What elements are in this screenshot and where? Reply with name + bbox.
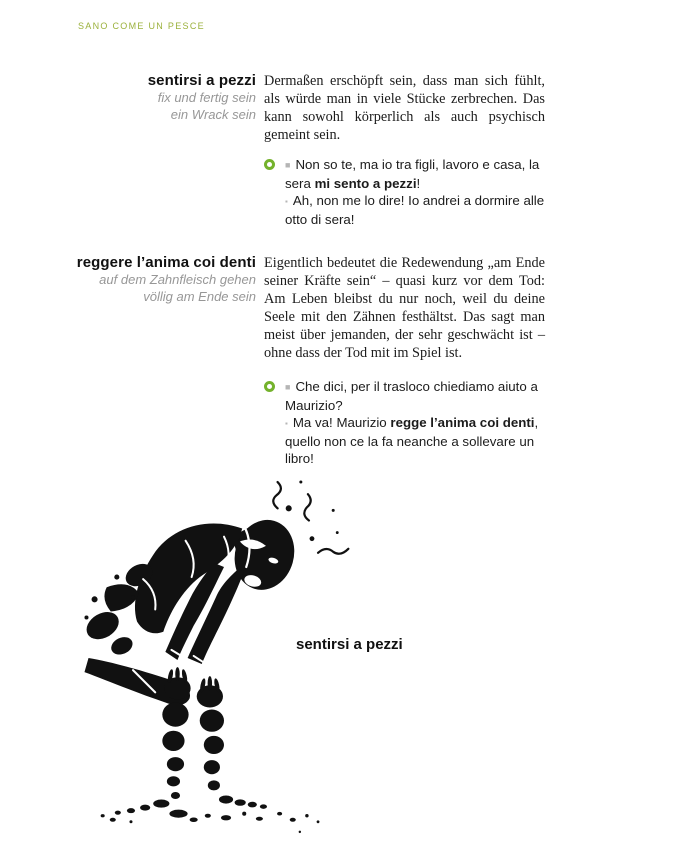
dialogue-utterance: ■ Che dici, per il trasloco chiediamo aiuto a Maurizio? (285, 379, 538, 413)
headword-sentirsi-a-pezzi (0, 72, 256, 123)
speaker-square-icon: ▪ (285, 197, 288, 206)
dialogue-ring-icon (264, 381, 275, 392)
figure-in-pieces-drawing (72, 478, 376, 842)
explanation-text: Eigentlich bedeutet die Redewendung „am Ende seiner Kräfte sein“ – quasi kurz vor dem Tod: Am Leben bleibst du nur noch, weil du deine Seele mit den Zähnen festhältst. Das sagt man meist über jemanden, der sehr geschwächt ist – ohne dass der Tod mit im Spiel ist. (264, 255, 545, 361)
headword-reggere-anima (0, 254, 256, 305)
headword-translation: fix und fertig sein (157, 90, 256, 105)
chapter-header: SANO COME UN PESCE (78, 21, 205, 31)
dialogue-lines (285, 378, 545, 467)
headword-term: sentirsi a pezzi (147, 72, 256, 89)
speaker-square-icon: ▪ (285, 419, 288, 428)
headword-term: reggere l’anima coi denti (76, 254, 256, 271)
dialogue-example (264, 378, 545, 467)
headword-translation: auf dem Zahnfleisch gehen (99, 272, 256, 287)
dialogue-ring-icon (264, 159, 275, 170)
dialogue-example (264, 156, 545, 228)
explanation-text: Dermaßen erschöpft sein, dass man sich fühlt, als würde man in viele Stücke zerbrechen. Das kann sowohl körperlich als auch psychisch gemeint sein. (264, 73, 545, 143)
dialogue-utterance: ■ Non so te, ma io tra figli, lavoro e casa, la sera mi sento a pezzi! (285, 157, 540, 191)
headword-translation: völlig am Ende sein (143, 289, 256, 304)
dialogue-utterance: ▪ Ah, non me lo dire! Io andrei a dormire alle otto di sera! (285, 193, 545, 227)
headword-translation: ein Wrack sein (170, 107, 256, 122)
dialogue-lines (285, 156, 545, 228)
illustration-caption: sentirsi a pezzi (296, 636, 403, 653)
speaker-square-icon: ■ (285, 382, 291, 392)
exhausted-figure-illustration (72, 478, 376, 842)
speaker-square-icon: ■ (285, 160, 291, 170)
dialogue-utterance: ▪ Ma va! Maurizio regge l’anima coi denti, quello non ce la fa neanche a sollevare un libro! (285, 415, 539, 466)
